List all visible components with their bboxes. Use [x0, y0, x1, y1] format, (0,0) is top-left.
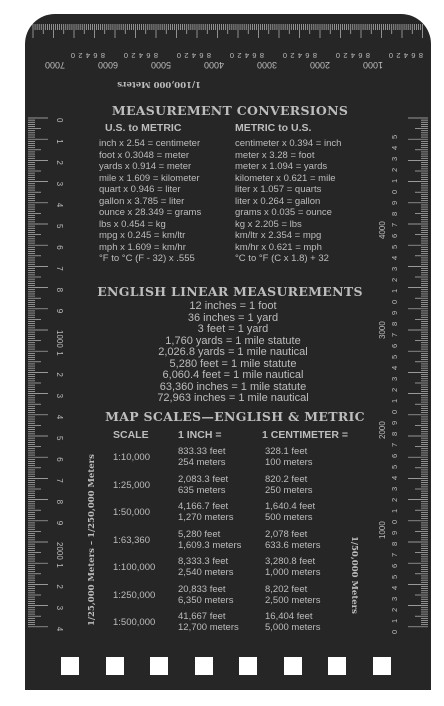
top-ruler-number: 2000	[309, 60, 330, 70]
left-ruler-number: 4	[55, 202, 64, 208]
us-to-metric-header: U.S. to METRIC	[105, 122, 182, 134]
metric-to-us-cell: liter x 1.057 = quarts	[235, 184, 322, 195]
left-ruler-number: 7	[55, 478, 64, 483]
left-ruler-number: 3	[55, 181, 64, 187]
top-ruler-digit: 6	[252, 51, 257, 60]
inch-feet-value: 833.33 feet	[178, 446, 226, 457]
metric-to-us-cell: centimeter x 0.394 = inch	[235, 138, 342, 149]
conversion-row	[99, 184, 369, 196]
top-ruler-digit: 6	[93, 51, 98, 60]
inch-meters-value: 12,700 meters	[178, 622, 239, 633]
ruler-card	[25, 14, 431, 690]
right-ruler-number: 4000	[378, 221, 387, 239]
cm-feet-value: 1,640.4 feet	[265, 501, 316, 512]
conversion-row	[99, 242, 369, 254]
right-ruler-digit: 2	[390, 607, 399, 612]
right-ruler-digit: 7	[390, 332, 399, 337]
right-ruler-digit: 4	[390, 255, 399, 260]
metric-to-us-cell: meter x 1.094 = yards	[235, 161, 328, 172]
punch-square	[150, 657, 168, 675]
cm-meters-value: 1,000 meters	[265, 567, 321, 578]
metric-to-us-header: METRIC to U.S.	[235, 122, 312, 134]
left-ruler-number: 2000	[55, 542, 64, 560]
right-ruler-digit: 2	[390, 277, 399, 282]
top-ruler-numbers	[45, 60, 383, 70]
conversion-table	[99, 138, 369, 265]
inch-meters-value: 1,270 meters	[178, 512, 234, 523]
punch-square	[284, 657, 302, 675]
right-ruler-digit: 4	[390, 365, 399, 370]
left-ruler-number: 8	[55, 287, 64, 293]
linear-row: 36 inches = 1 yard	[187, 311, 279, 324]
top-ruler-digit: 6	[305, 51, 310, 60]
cm-feet-value: 16,404 feet	[265, 611, 313, 622]
top-ruler-digit: 2	[343, 51, 348, 60]
right-ruler-digit: 1	[390, 618, 399, 623]
right-ruler-digit: 3	[390, 266, 399, 271]
linear-row: 12 inches = 1 foot	[189, 300, 277, 312]
us-to-metric-cell: °F to °C (F - 32) x .555	[99, 253, 195, 264]
conversion-row	[99, 196, 369, 208]
right-ruler-digit: 4	[390, 145, 399, 150]
right-ruler-digit: 0	[390, 519, 399, 524]
left-ruler-number: 4	[55, 626, 64, 632]
right-ruler-digit: 0	[390, 189, 399, 194]
top-ruler-number: 3000	[256, 60, 277, 70]
inch-feet-value: 4,166.7 feet	[178, 501, 229, 512]
right-ruler-digit: 5	[390, 134, 399, 139]
top-ruler-digit: 2	[78, 51, 83, 60]
top-ruler-digit: 0	[388, 51, 393, 60]
inch-feet-value: 2,083.3 feet	[178, 473, 229, 485]
left-ruler-number: 1	[55, 139, 64, 144]
top-ruler-digit: 4	[138, 51, 143, 60]
right-ruler-digit: 5	[390, 464, 399, 469]
top-ruler-digit: 8	[312, 51, 317, 60]
right-ruler-digit: 8	[390, 431, 399, 436]
top-ruler-digit: 4	[244, 51, 249, 60]
inch-meters-value: 6,350 meters	[178, 594, 234, 606]
punch-square	[373, 657, 391, 675]
left-ruler-number: 6	[55, 457, 64, 462]
top-ruler-digit: 0	[123, 51, 128, 60]
top-ruler-digit: 4	[403, 51, 408, 60]
top-ruler-number: 4000	[203, 60, 224, 70]
inch-meters-value: 2,540 meters	[178, 567, 234, 578]
right-ruler-label: 1/50,000 Meters	[349, 536, 359, 614]
left-ruler-number: 6	[55, 245, 64, 250]
conversion-row	[99, 207, 369, 219]
top-ruler-digit: 2	[131, 51, 136, 60]
left-ruler-number: 0	[55, 118, 64, 123]
left-ruler-number: 1000	[55, 330, 64, 348]
map-scale-value: 1:25,000	[113, 479, 150, 491]
left-ruler-number: 1	[55, 351, 64, 356]
conversion-row	[99, 138, 369, 150]
conversion-row	[99, 230, 369, 242]
us-to-metric-cell: mpg x 0.245 = km/ltr	[99, 230, 186, 241]
top-ruler	[25, 14, 431, 94]
map-scale-row	[25, 474, 431, 500]
top-ruler-digit: 6	[411, 51, 416, 60]
cm-meters-value: 633.6 meters	[265, 539, 321, 551]
right-ruler-digit: 8	[390, 211, 399, 216]
linear-row: 6,060.4 feet = 1 mile nautical	[162, 369, 304, 381]
left-ruler-number: 1	[55, 563, 64, 568]
map-scale-value: 1:250,000	[113, 589, 156, 601]
top-ruler-digit: 4	[85, 51, 90, 60]
metric-to-us-cell: grams x 0.035 = ounce	[235, 207, 332, 218]
right-ruler-digit: 3	[390, 596, 399, 601]
right-ruler-digit: 9	[390, 420, 399, 425]
map-scales-table	[25, 444, 431, 634]
map-cm-header: 1 CENTIMETER =	[262, 429, 349, 441]
us-to-metric-cell: gallon x 3.785 = liter	[99, 195, 185, 207]
cm-feet-value: 328.1 feet	[265, 446, 308, 457]
left-ruler-number: 3	[55, 605, 64, 611]
left-ruler-number: 2	[55, 372, 64, 377]
right-ruler-digit: 1	[390, 288, 399, 293]
map-scale-value: 1:100,000	[113, 562, 156, 573]
punch-square	[328, 657, 346, 675]
right-ruler-digit: 5	[390, 574, 399, 579]
top-ruler-digit: 4	[191, 51, 196, 60]
left-ruler-label: 1/25,000 Meters – 1/250,000 Meters	[87, 454, 97, 626]
inch-meters-value: 254 meters	[178, 457, 226, 468]
cm-feet-value: 3,280.8 feet	[265, 556, 316, 567]
cm-meters-value: 500 meters	[265, 512, 313, 523]
top-ruler-digit: 0	[335, 51, 340, 60]
right-ruler-digit: 7	[390, 552, 399, 557]
right-ruler-digit: 2	[390, 387, 399, 392]
top-ruler-digit: 2	[396, 51, 401, 60]
metric-to-us-cell: km/ltr x 2.354 = mpg	[235, 230, 322, 241]
right-ruler-digit: 2	[390, 167, 399, 172]
right-ruler-digit: 7	[390, 222, 399, 227]
right-ruler-digit: 3	[390, 376, 399, 381]
top-ruler-digit: 4	[297, 51, 302, 60]
right-ruler-digit: 9	[390, 200, 399, 205]
inch-feet-value: 20,833 feet	[178, 583, 226, 595]
conversions-title: MEASUREMENT CONVERSIONS	[111, 103, 349, 118]
cm-feet-value: 8,202 feet	[265, 583, 308, 595]
cm-meters-value: 2,500 meters	[265, 594, 321, 606]
us-to-metric-cell: yards x 0.914 = meter	[99, 161, 192, 172]
metric-to-us-cell: km/hr x 0.621 = mph	[235, 241, 322, 253]
top-ruler-digit: 2	[184, 51, 189, 60]
conversion-row	[99, 219, 369, 231]
conversion-row	[99, 253, 369, 265]
top-ruler-digit: 8	[100, 51, 105, 60]
cm-feet-value: 820.2 feet	[265, 473, 308, 485]
top-ruler-digit: 0	[176, 51, 181, 60]
top-ruler-digit: 6	[358, 51, 363, 60]
inch-feet-value: 8,333.3 feet	[178, 556, 229, 567]
top-ruler-digit: 8	[206, 51, 211, 60]
right-ruler-digit: 2	[390, 497, 399, 502]
inch-meters-value: 1,609.3 meters	[178, 539, 242, 551]
cm-feet-value: 2,078 feet	[265, 528, 308, 540]
us-to-metric-cell: mile x 1.609 = kilometer	[99, 172, 200, 184]
metric-to-us-cell: kilometer x 0.621 = mile	[235, 172, 336, 184]
map-scale-row	[25, 611, 431, 637]
inch-feet-value: 41,667 feet	[178, 611, 226, 622]
map-scale-value: 1:50,000	[113, 507, 150, 518]
right-ruler-digit: 5	[390, 354, 399, 359]
map-scale-row	[25, 446, 431, 472]
map-scale-row	[25, 501, 431, 527]
top-ruler-digit: 8	[418, 51, 423, 60]
map-scales-title: MAP SCALES—ENGLISH & METRIC	[105, 409, 365, 424]
map-scale-value: 1:500,000	[113, 617, 156, 628]
top-ruler-number: 5000	[150, 60, 171, 70]
linear-row: 2,026.8 yards = 1 mile nautical	[158, 346, 308, 358]
top-ruler-digits	[71, 51, 423, 60]
left-ruler-number: 4	[55, 414, 64, 420]
conversion-row	[99, 150, 369, 162]
punch-square	[106, 657, 124, 675]
us-to-metric-cell: quart x 0.946 = liter	[99, 184, 181, 195]
map-scale-row	[25, 584, 431, 610]
right-ruler-digit: 9	[390, 530, 399, 535]
left-ruler-number: 9	[55, 308, 64, 314]
map-scale-header: SCALE	[113, 429, 149, 441]
map-inch-header: 1 INCH =	[178, 429, 222, 441]
left-ruler-number: 5	[55, 436, 64, 441]
right-ruler-digit: 0	[390, 299, 399, 304]
right-ruler-digit: 1	[390, 508, 399, 513]
linear-row: 72,963 inches = 1 mile nautical	[157, 392, 309, 404]
top-ruler-digit: 2	[290, 51, 295, 60]
cm-meters-value: 5,000 meters	[265, 622, 321, 633]
us-to-metric-cell: lbs x 0.454 = kg	[99, 218, 166, 230]
right-ruler-digit: 3	[390, 156, 399, 161]
right-ruler-digit: 3	[390, 486, 399, 491]
cm-meters-value: 250 meters	[265, 484, 313, 496]
punch-square	[61, 657, 79, 675]
left-ruler-number: 7	[55, 266, 64, 271]
cm-meters-value: 100 meters	[265, 457, 313, 468]
top-ruler-digit: 6	[146, 51, 151, 60]
left-ruler-number: 5	[55, 224, 64, 229]
right-ruler-digit: 1	[390, 178, 399, 183]
right-ruler-digit: 6	[390, 343, 399, 348]
right-ruler-digit: 8	[390, 321, 399, 326]
right-ruler-digit: 0	[390, 409, 399, 414]
right-ruler-digit: 8	[390, 541, 399, 546]
punch-square	[239, 657, 257, 675]
right-ruler-digit: 6	[390, 563, 399, 568]
metric-to-us-cell: meter x 3.28 = foot	[235, 149, 315, 161]
map-scale-row	[25, 556, 431, 582]
left-ruler-number: 2	[55, 160, 64, 165]
us-to-metric-cell: inch x 2.54 = centimeter	[99, 138, 201, 149]
right-ruler-digit: 5	[390, 244, 399, 249]
right-ruler-digit: 6	[390, 233, 399, 238]
metric-to-us-cell: °C to °F (C x 1.8) + 32	[235, 253, 329, 264]
linear-title: ENGLISH LINEAR MEASUREMENTS	[97, 284, 363, 299]
top-ruler-ticks	[33, 24, 423, 38]
linear-list	[85, 301, 381, 405]
left-ruler-number: 9	[55, 520, 64, 526]
map-scale-value: 1:63,360	[113, 534, 150, 546]
top-ruler-digit: 6	[199, 51, 204, 60]
top-ruler-digit: 4	[350, 51, 355, 60]
us-to-metric-cell: foot x 0.3048 = meter	[99, 149, 190, 161]
inch-feet-value: 5,280 feet	[178, 528, 221, 540]
right-ruler-digit: 4	[390, 585, 399, 590]
linear-row: 3 feet = 1 yard	[197, 323, 269, 335]
right-ruler-number: 2000	[378, 421, 387, 439]
top-ruler-digit: 8	[153, 51, 158, 60]
top-ruler-number: 6000	[97, 60, 118, 70]
punch-square	[195, 657, 213, 675]
metric-to-us-cell: kg x 2.205 = lbs	[235, 218, 302, 230]
linear-row: 63,360 inches = 1 mile statute	[159, 380, 307, 393]
map-scale-value: 1:10,000	[113, 452, 150, 463]
left-ruler-number: 3	[55, 393, 64, 399]
metric-to-us-cell: liter x 0.264 = gallon	[235, 195, 321, 207]
right-ruler-digit: 4	[390, 475, 399, 480]
conversion-row	[99, 173, 369, 185]
top-ruler-digit: 8	[365, 51, 370, 60]
top-ruler-number: 1000	[362, 60, 383, 70]
linear-row: 1,760 yards = 1 mile statute	[165, 334, 301, 347]
right-ruler-digit: 0	[390, 629, 399, 634]
map-scale-row	[25, 529, 431, 555]
top-ruler-digit: 8	[259, 51, 264, 60]
us-to-metric-cell: mph x 1.609 = km/hr	[99, 241, 186, 253]
top-ruler-digit: 0	[70, 51, 75, 60]
us-to-metric-cell: ounce x 28.349 = grams	[99, 207, 202, 218]
linear-row: 5,280 feet = 1 mile statute	[169, 357, 297, 370]
top-ruler-digit: 0	[282, 51, 287, 60]
top-ruler-number: 7000	[44, 60, 65, 70]
right-ruler-digit: 1	[390, 398, 399, 403]
right-ruler-digit: 9	[390, 310, 399, 315]
left-ruler-number: 8	[55, 499, 64, 505]
right-ruler-digit: 6	[390, 453, 399, 458]
right-ruler-number: 1000	[378, 521, 387, 539]
top-ruler-label: 1/100,000 Meters	[117, 79, 201, 89]
conversion-row	[99, 161, 369, 173]
left-ruler-number: 2	[55, 584, 64, 589]
inch-meters-value: 635 meters	[178, 484, 226, 496]
top-ruler-digit: 0	[229, 51, 234, 60]
top-ruler-digit: 2	[237, 51, 242, 60]
right-ruler-number: 3000	[378, 321, 387, 339]
right-ruler-digit: 7	[390, 442, 399, 447]
